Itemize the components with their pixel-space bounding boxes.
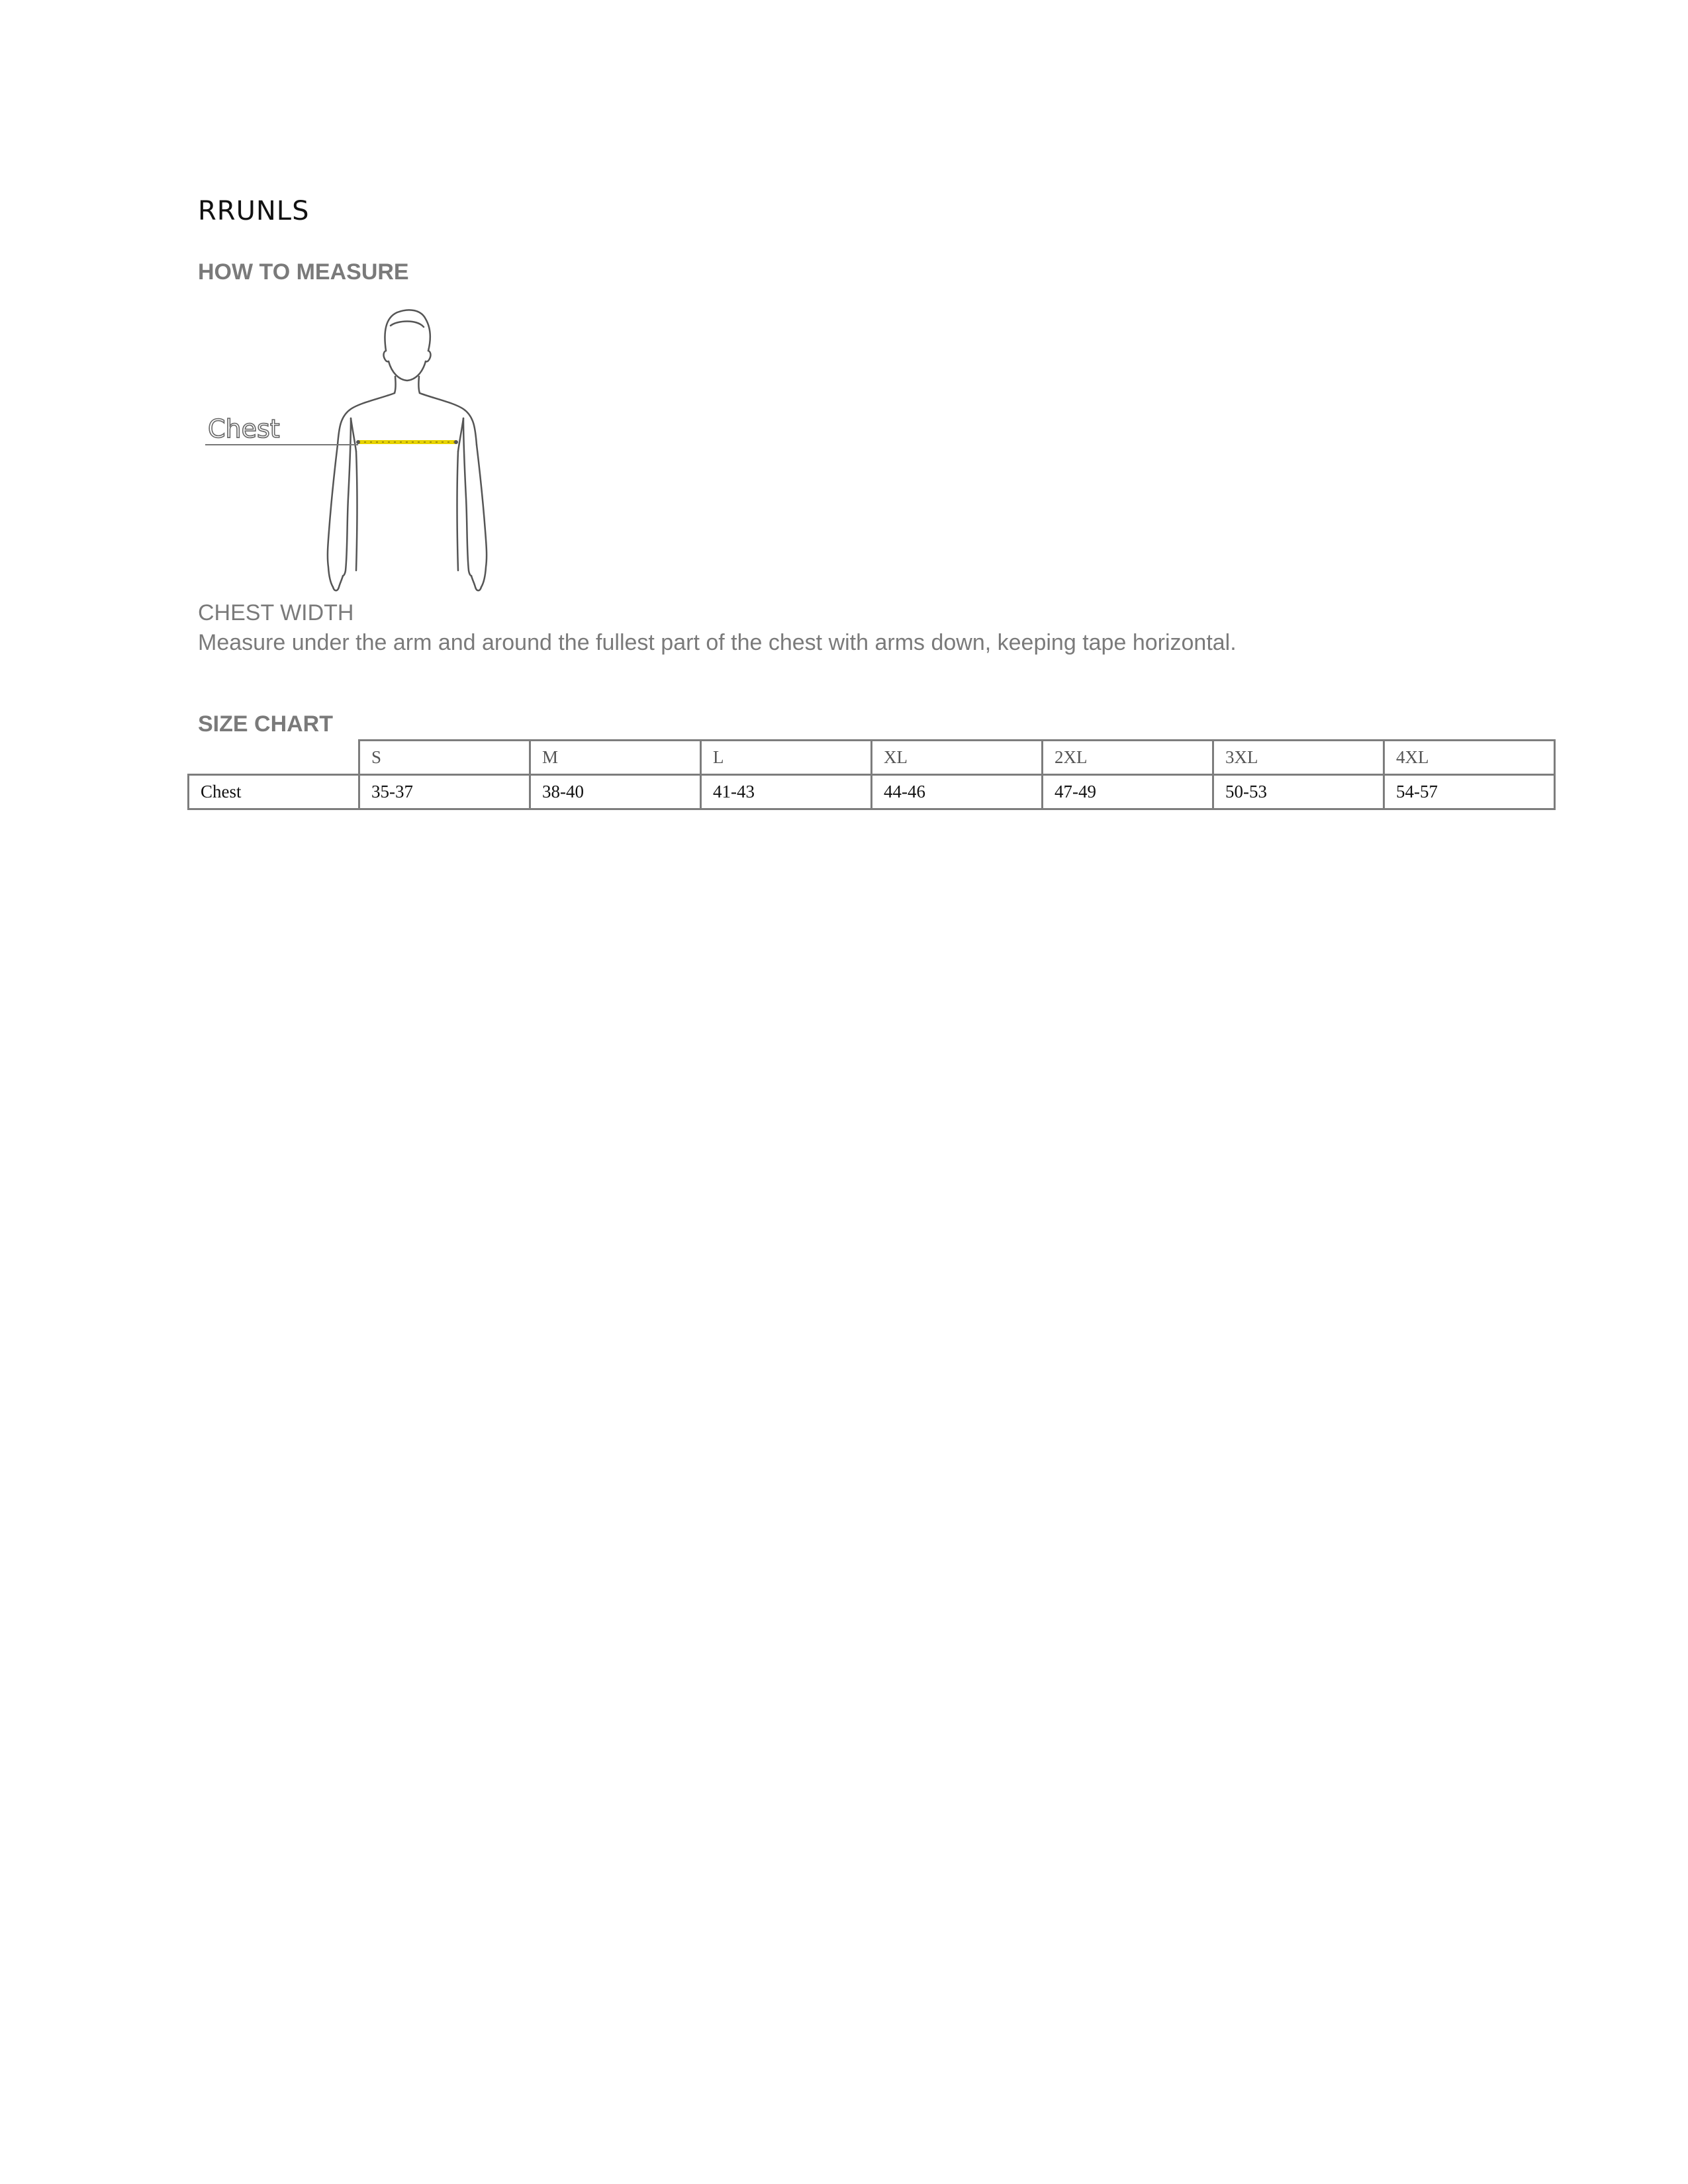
product-code: RRUNLS — [198, 196, 310, 226]
table-cell: 35-37 — [359, 775, 530, 809]
size-header-cell: M — [530, 741, 701, 775]
measure-description: Measure under the arm and around the fullest part of the chest with arms down, keeping tape horizontal. — [198, 630, 1237, 655]
chest-measure-figure — [199, 286, 510, 604]
table-cell: 50-53 — [1213, 775, 1384, 809]
how-to-measure-heading: HOW TO MEASURE — [198, 259, 409, 285]
size-header-cell: 4XL — [1384, 741, 1555, 775]
table-cell: 54-57 — [1384, 775, 1555, 809]
empty-corner-cell — [189, 741, 359, 775]
table-cell: 38-40 — [530, 775, 701, 809]
table-cell: 47-49 — [1043, 775, 1213, 809]
size-header-cell: XL — [872, 741, 1043, 775]
chest-figure-label: Chest — [208, 414, 280, 443]
size-header-cell: S — [359, 741, 530, 775]
size-chart-heading: SIZE CHART — [198, 711, 333, 737]
body-outline-icon — [199, 286, 510, 604]
size-header-cell: 3XL — [1213, 741, 1384, 775]
size-header-cell: L — [701, 741, 872, 775]
size-header-cell: 2XL — [1043, 741, 1213, 775]
size-chart-table — [187, 739, 1556, 810]
measure-title: CHEST WIDTH — [198, 600, 354, 625]
table-cell: 44-46 — [872, 775, 1043, 809]
size-header-row — [189, 741, 1555, 775]
row-label-cell: Chest — [189, 775, 359, 809]
table-cell: 41-43 — [701, 775, 872, 809]
table-row — [189, 775, 1555, 809]
